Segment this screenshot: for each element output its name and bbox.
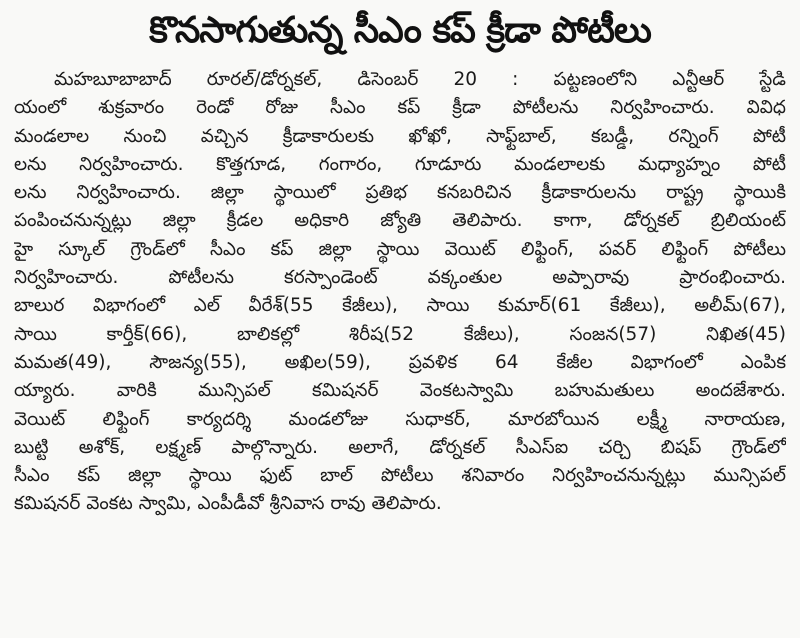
headline: కొనసాగుతున్న సీఎం కప్ క్రీడా పోటీలు [149, 10, 651, 51]
article-line: బుట్టి అశోక్, లక్ష్మణ్ పాల్గొన్నారు. అలాగే, డోర్నకల్ సీఎస్ఐ చర్చి బిషప్ గ్రౌండ్‌లో [14, 436, 786, 458]
article-line: కమిషనర్ వెంకట స్వామి, ఎంపీడీవో శ్రీనివాస రావు తెలిపారు. [14, 493, 442, 515]
article-line: య్యారు. వారికి మున్సిపల్ కమిషనర్ వెంకటస్వామి బహుమతులు అందజేశారు. [14, 380, 786, 402]
article-line: మహబూబాబాద్ రూరల్/డోర్నకల్, డిసెంబర్ 20 : పట్టణంలోని ఎన్టీఆర్ స్టేడి [54, 69, 786, 90]
article-line: లను నిర్వహించారు. కొత్తగూడ, గంగారం, గూడూరు మండలాలకు మధ్యాహ్నం పోటీ [14, 153, 786, 175]
article-line: సీఎం కప్ జిల్లా స్థాయి ఫుట్ బాల్ పోటీలు శనివారం నిర్వహించనున్నట్లు మున్సిపల్ [14, 465, 786, 487]
article-line: హై స్కూల్ గ్రౌండ్‌లో సీఎం కప్ జిల్లా స్థాయి వెయిట్ లిఫ్టింగ్, పవర్ లిఫ్టింగ్ పోటీలు [14, 238, 786, 260]
article-line: మమత(49), సౌజన్య(55), అఖిల(59), ప్రవళిక 64 కేజీల విభాగంలో ఎంపిక [14, 351, 786, 373]
article-line: యంలో శుక్రవారం రెండో రోజు సీఎం కప్ క్రీడా పోటీలను నిర్వహించారు. వివిధ [14, 97, 786, 119]
article-line: నిర్వహించారు. పోటీలను కరస్పాండెంట్ వక్కంతుల అప్పారావు ప్రారంభించారు. [14, 267, 786, 289]
article-line: మండలాల నుంచి వచ్చిన క్రీడాకారులకు ఖోఖో, సాఫ్ట్‌బాల్, కబడ్డీ, రన్నింగ్ పోటీ [14, 125, 786, 147]
article-body [14, 66, 786, 519]
article-line: వెయిట్ లిఫ్టింగ్ కార్యదర్శి మండలోజు సుధాకర్, మారబోయిన లక్ష్మీ నారాయణ, [14, 408, 786, 430]
article-line: లను నిర్వహించారు. జిల్లా స్థాయిలో ప్రతిభ కనబరిచిన క్రీడాకారులను రాష్ట్ర స్థాయికి [14, 182, 786, 204]
article-line: పంపించనున్నట్లు జిల్లా క్రీడల అధికారి జ్యోతి తెలిపారు. కాగా, డోర్నకల్ బ్రిలియంట్ [14, 210, 786, 232]
article-line: సాయి కార్తీక్(66), బాలికల్లో శిరీష(52 కేజీలు), సంజన(57) నిఖిత(45) [14, 323, 786, 345]
article-line: బాలుర విభాగంలో ఎల్ వీరేశ్(55 కేజీలు), సాయి కుమార్(61 కేజీలు), అలీమ్(67), [14, 295, 786, 317]
